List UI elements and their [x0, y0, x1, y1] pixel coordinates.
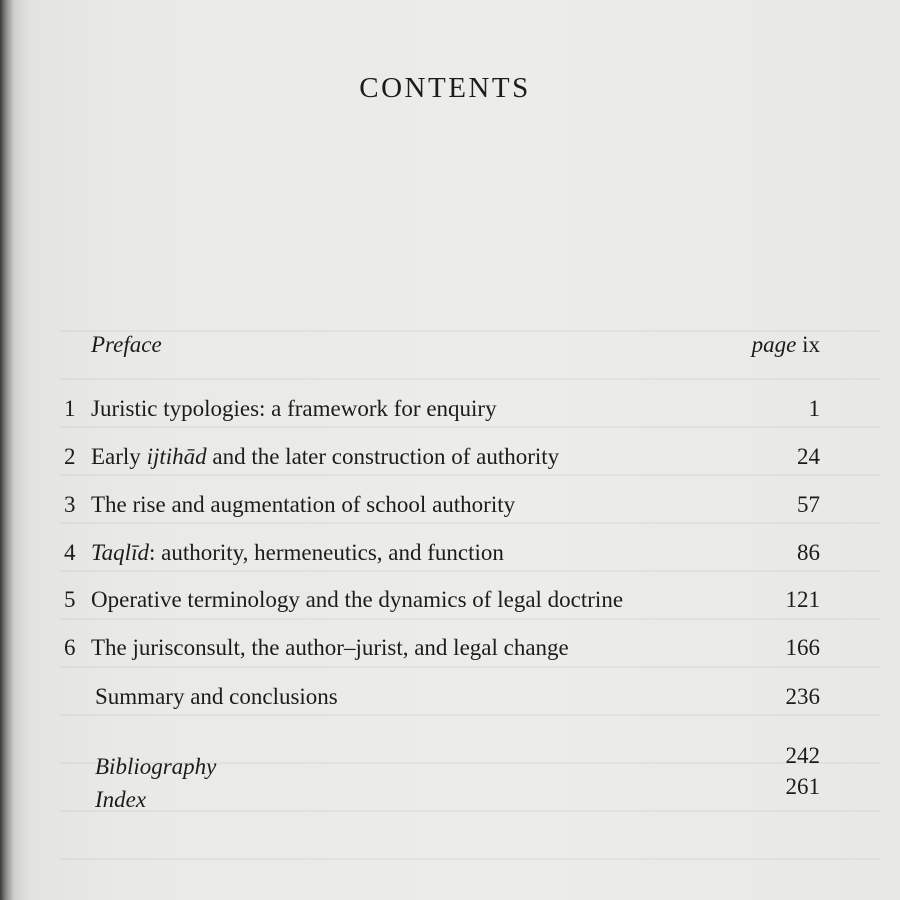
chapter-number: 4 [64, 540, 76, 565]
toc-entry-chapter-6 [0, 634, 900, 662]
toc-entry-bibliography [0, 743, 900, 781]
chapter-number: 5 [64, 587, 76, 612]
toc-entry-chapter-1 [0, 395, 900, 423]
chapter-title: Juristic typologies: a framework for enquiry [91, 396, 497, 421]
bibliography-page-number: 242 [785, 743, 820, 768]
chapter-page-number: 1 [808, 396, 820, 421]
chapter-page-number: 24 [797, 444, 820, 469]
toc-entry-chapter-5 [0, 586, 900, 614]
preface-page-number: ix [802, 332, 820, 357]
preface-page [752, 331, 820, 359]
chapter-page-number: 166 [785, 635, 820, 660]
toc-entry-chapter-2 [0, 443, 900, 471]
summary-label: Summary and conclusions [95, 684, 338, 709]
index-page-number: 261 [785, 774, 820, 799]
toc-entry-chapter-3 [0, 491, 900, 519]
preface-label: Preface [91, 332, 162, 357]
chapter-page-number: 86 [797, 540, 820, 565]
summary-page-number: 236 [785, 684, 820, 709]
page-prefix: page [751, 332, 797, 357]
page-title: CONTENTS [359, 72, 531, 104]
chapter-number: 2 [64, 444, 76, 469]
toc-entry-summary [0, 683, 900, 711]
bibliography-label: Bibliography [95, 754, 217, 779]
chapter-title: The rise and augmentation of school authority [91, 492, 516, 517]
chapter-number: 3 [64, 492, 76, 517]
chapter-page-number: 121 [785, 587, 820, 612]
chapter-title: The jurisconsult, the author–jurist, and legal change [91, 635, 569, 660]
index-label: Index [95, 787, 147, 812]
toc-entry-preface [0, 331, 900, 359]
chapter-number: 6 [64, 635, 76, 660]
toc-entry-index [0, 774, 900, 814]
toc-entry-chapter-4 [0, 539, 900, 567]
chapter-title: Early ijtihād and the later construction of authority [91, 444, 560, 469]
chapter-number: 1 [64, 396, 76, 421]
chapter-title: Operative terminology and the dynamics of legal doctrine [91, 587, 624, 612]
chapter-page-number: 57 [797, 492, 820, 517]
chapter-title: Taqlīd: authority, hermeneutics, and function [91, 540, 504, 565]
